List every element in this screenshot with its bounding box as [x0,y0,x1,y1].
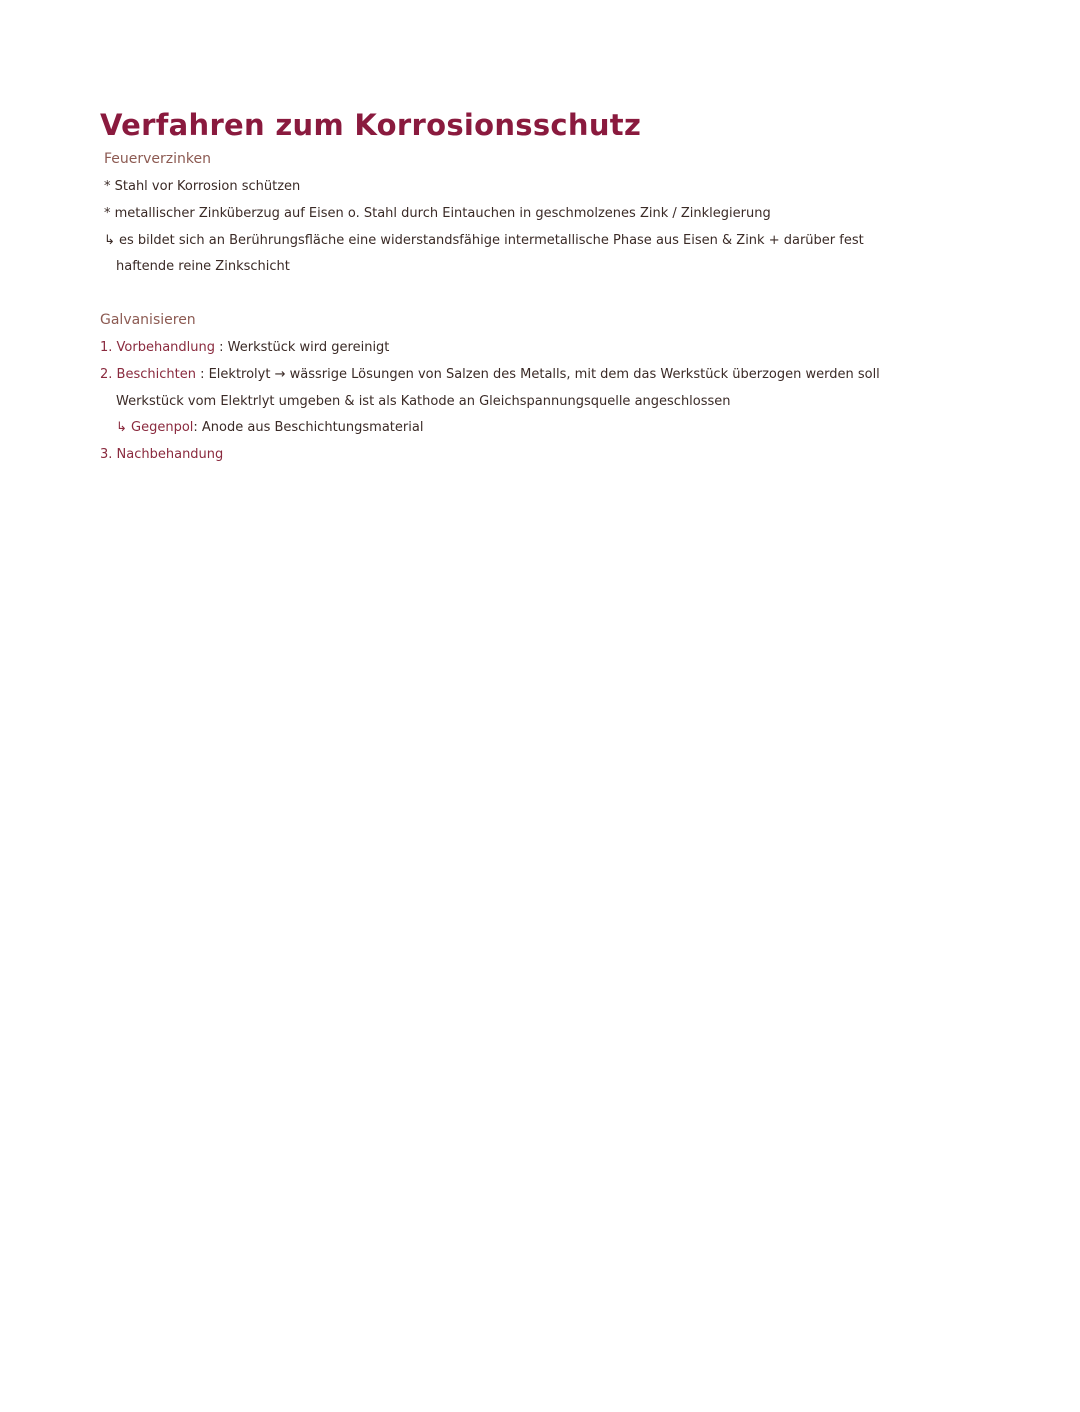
step-line [116,394,731,409]
step-label: 2. Beschichten [100,367,196,382]
step-text: : Anode aus Beschichtungsmaterial [193,420,424,435]
step-label: 1. Vorbehandlung [100,340,216,355]
step-text: : Werkstück wird gereinigt [215,340,390,355]
section-heading-galvanisieren: Galvanisieren [100,312,196,328]
note-line: * metallischer Zinküberzug auf Eisen o. Stahl durch Eintauchen in geschmolzenes Zink / Zinklegierung [104,206,771,221]
note-line: haftende reine Zinkschicht [116,259,290,274]
step-text: : Elektrolyt → wässrige Lösungen von Salzen des Metalls, mit dem das Werkstück überzogen werden soll [195,367,880,382]
step-label: ↳ Gegenpol [116,420,194,435]
note-line: ↳ es bildet sich an Berührungsfläche eine widerstandsfähige intermetallische Phase aus Eisen & Zink + darüber fest [104,233,864,248]
step-line [116,420,423,435]
step-text: Werkstück vom Elektrlyt umgeben & ist als Kathode an Gleichspannungsquelle angeschlossen [116,394,731,409]
section-heading-feuerverzinken: Feuerverzinken [104,151,212,167]
step-label: 3. Nachbehandung [100,447,224,462]
step-line [100,367,880,382]
step-line [100,340,389,355]
page-title: Verfahren zum Korrosionsschutz [100,108,642,142]
step-line [100,447,223,462]
note-line: * Stahl vor Korrosion schützen [104,179,301,194]
